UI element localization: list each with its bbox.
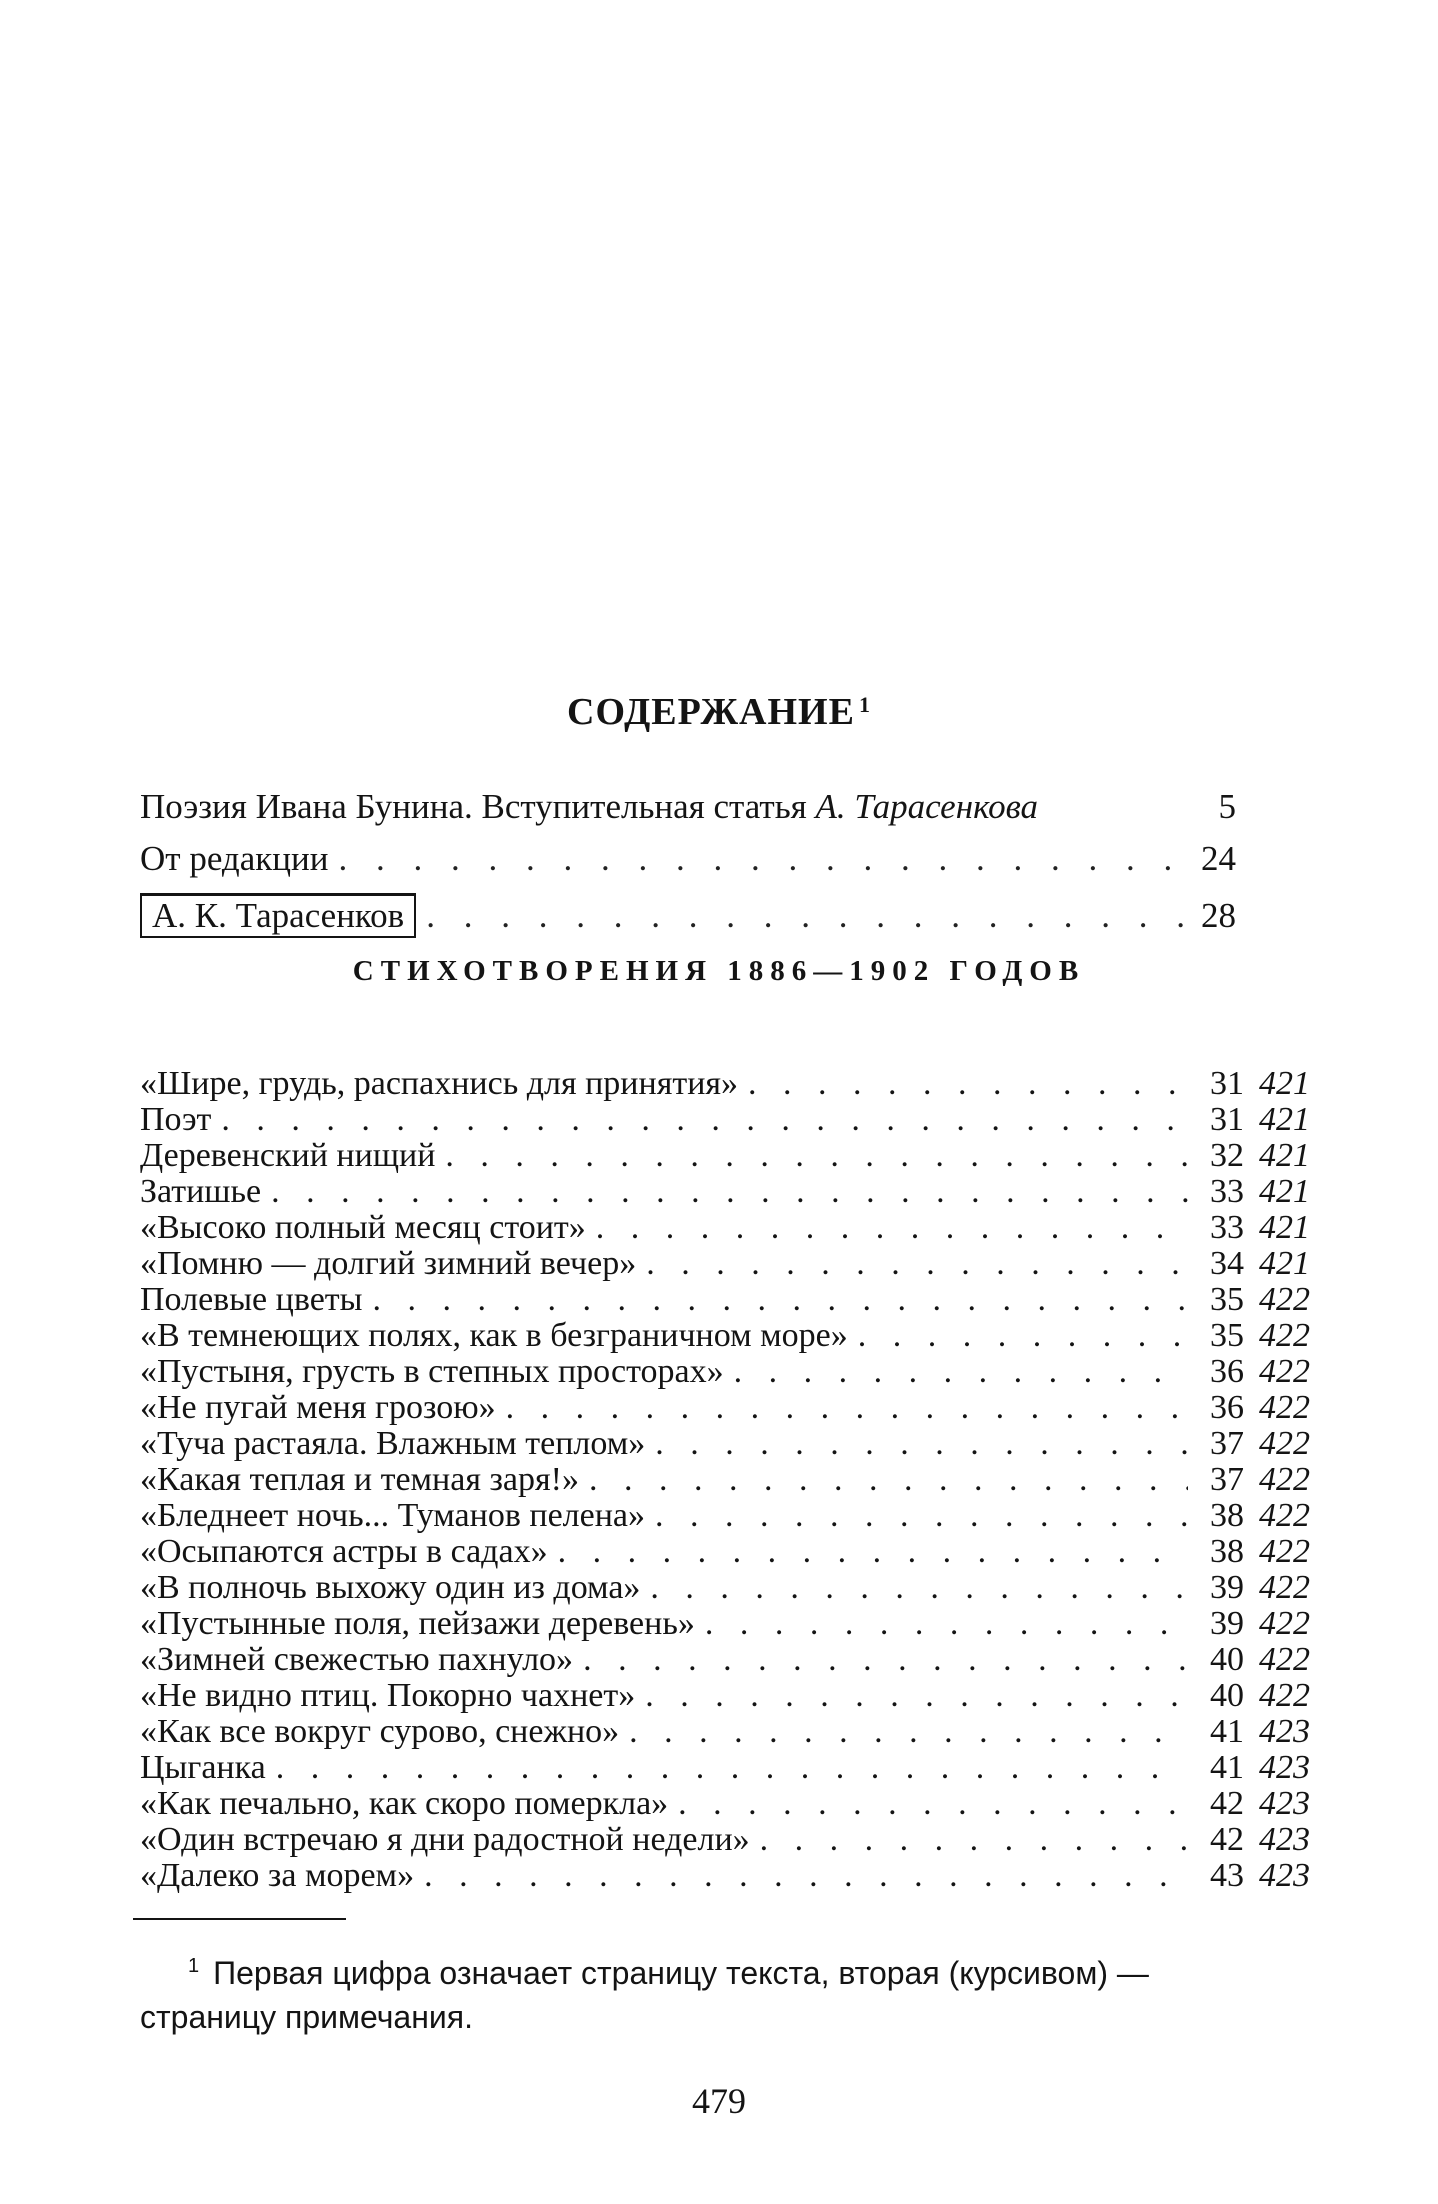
toc-entry[interactable]	[140, 1390, 1310, 1426]
contents-title-text: СОДЕРЖАНИЕ	[567, 691, 855, 733]
footnote	[140, 1944, 1310, 2039]
toc-entry-title: «Бледнеет ночь... Туманов пелена»	[140, 1497, 646, 1534]
toc-entry-note-page: 422	[1259, 1281, 1310, 1318]
dot-leader	[646, 1246, 1188, 1282]
toc-entry-page: 40	[1210, 1641, 1244, 1678]
toc-entry-note-page: 421	[1259, 1173, 1310, 1210]
toc-entry-title: Поэт	[140, 1101, 212, 1138]
toc-entry-page: 37	[1210, 1461, 1244, 1498]
toc-entry-page: 34	[1210, 1245, 1244, 1282]
toc-entry-note-page: 421	[1259, 1137, 1310, 1174]
dot-leader	[583, 1642, 1188, 1678]
toc-entry-page: 32	[1210, 1137, 1244, 1174]
toc-entry-page: 31	[1210, 1101, 1244, 1138]
toc-entry-title: «Один встречаю я дни радостной недели»	[140, 1821, 750, 1858]
toc-entry-title: «Как печально, как скоро померкла»	[140, 1785, 669, 1822]
toc-entry-title: Деревенский нищий	[140, 1137, 436, 1174]
toc-entry[interactable]	[140, 1714, 1310, 1750]
toc-entry-note-page: 422	[1259, 1425, 1310, 1462]
toc-entry-page: 38	[1210, 1497, 1244, 1534]
toc-entry-note-page: 422	[1259, 1533, 1310, 1570]
front-entry-page: 5	[1218, 787, 1236, 826]
toc-entry-note-page: 422	[1259, 1461, 1310, 1498]
toc-entry-page: 38	[1210, 1533, 1244, 1570]
toc-entry[interactable]	[140, 1750, 1310, 1786]
dot-leader	[271, 1174, 1188, 1210]
toc-entry-page: 43	[1210, 1857, 1244, 1894]
toc-entry-title: «Не пугай меня грозою»	[140, 1389, 496, 1426]
toc-entry[interactable]	[140, 1678, 1310, 1714]
toc-entry-note-page: 422	[1259, 1353, 1310, 1390]
toc-entry-page: 42	[1210, 1821, 1244, 1858]
toc-entry-page: 33	[1210, 1209, 1244, 1246]
toc-entry-note-page: 422	[1259, 1569, 1310, 1606]
toc-entry-title: «Помню — долгий зимний вечер»	[140, 1245, 637, 1282]
toc-entry[interactable]	[140, 1066, 1310, 1102]
toc-entry-note-page: 423	[1259, 1713, 1310, 1750]
toc-entry-note-page: 422	[1259, 1641, 1310, 1678]
toc-entry[interactable]	[140, 1354, 1310, 1390]
toc-entry[interactable]	[140, 1858, 1310, 1894]
dot-leader	[426, 893, 1186, 939]
toc-entry-title: «Как все вокруг сурово, снежно»	[140, 1713, 620, 1750]
toc-entry-note-page: 422	[1259, 1317, 1310, 1354]
toc-entry-page: 36	[1210, 1389, 1244, 1426]
toc-entry-page: 41	[1210, 1713, 1244, 1750]
dot-leader	[338, 836, 1186, 882]
toc-entry-page: 40	[1210, 1677, 1244, 1714]
toc-entry-page: 36	[1210, 1353, 1244, 1390]
toc-entry-page: 35	[1210, 1317, 1244, 1354]
toc-entry-page: 41	[1210, 1749, 1244, 1786]
dot-leader	[558, 1534, 1188, 1570]
dot-leader	[655, 1426, 1188, 1462]
toc-entry-title: «Пустыня, грусть в степных просторах»	[140, 1353, 724, 1390]
dot-leader	[373, 1282, 1189, 1318]
dot-leader	[645, 1678, 1188, 1714]
toc-entry-page: 39	[1210, 1605, 1244, 1642]
toc-entry-title: «В темнеющих полях, как в безграничном море»	[140, 1317, 848, 1354]
front-entry-editorial[interactable]	[140, 836, 1236, 882]
toc-entry-note-page: 421	[1259, 1065, 1310, 1102]
toc-entry[interactable]	[140, 1642, 1310, 1678]
toc-entry-title: Полевые цветы	[140, 1281, 363, 1318]
toc-entry-note-page: 421	[1259, 1209, 1310, 1246]
toc-entry-title: «В полночь выхожу один из дома»	[140, 1569, 641, 1606]
front-entry-author: А. Тарасенкова	[815, 787, 1039, 826]
front-entry-title: А. К. Тарасенков	[152, 896, 405, 935]
toc-entry-note-page: 423	[1259, 1821, 1310, 1858]
footnote-marker: 1	[858, 692, 871, 717]
toc-entry-title: «Далеко за морем»	[140, 1857, 415, 1894]
toc-entry[interactable]	[140, 1102, 1310, 1138]
dot-leader	[650, 1570, 1188, 1606]
toc-entry-note-page: 422	[1259, 1605, 1310, 1642]
footnote-marker: 1	[188, 1955, 200, 1977]
front-entry-introduction[interactable]	[140, 784, 1236, 830]
front-entry-page: 24	[1201, 839, 1236, 878]
dot-leader	[629, 1714, 1188, 1750]
toc-entry[interactable]	[140, 1426, 1310, 1462]
front-entry-title: От редакции	[140, 839, 329, 878]
toc-list	[140, 1066, 1310, 1894]
toc-entry-title: «Не видно птиц. Покорно чахнет»	[140, 1677, 636, 1714]
dot-leader	[424, 1858, 1188, 1894]
toc-entry[interactable]	[140, 1138, 1310, 1174]
toc-entry[interactable]	[140, 1534, 1310, 1570]
front-entry-memorial[interactable]	[140, 893, 1236, 939]
toc-entry-title: «Зимней свежестью пахнуло»	[140, 1641, 574, 1678]
toc-entry[interactable]	[140, 1570, 1310, 1606]
toc-entry[interactable]	[140, 1462, 1310, 1498]
toc-entry-title: «Осыпаются астры в садах»	[140, 1533, 548, 1570]
front-entry-page: 28	[1201, 896, 1236, 935]
dot-leader	[748, 1066, 1188, 1102]
dot-leader	[506, 1390, 1188, 1426]
dot-leader	[858, 1318, 1188, 1354]
section-heading: СТИХОТВОРЕНИЯ 1886—1902 ГОДОВ	[352, 955, 1086, 987]
dot-leader	[705, 1606, 1188, 1642]
toc-entry[interactable]	[140, 1786, 1310, 1822]
dot-leader	[760, 1822, 1188, 1858]
toc-entry[interactable]	[140, 1246, 1310, 1282]
toc-entry-title: «Высоко полный месяц стоит»	[140, 1209, 586, 1246]
toc-entry-page: 39	[1210, 1569, 1244, 1606]
toc-entry[interactable]	[140, 1174, 1310, 1210]
dot-leader	[221, 1102, 1188, 1138]
toc-entry-page: 31	[1210, 1065, 1244, 1102]
dot-leader	[655, 1498, 1188, 1534]
toc-entry[interactable]	[140, 1498, 1310, 1534]
toc-entry-note-page: 423	[1259, 1749, 1310, 1786]
toc-entry[interactable]	[140, 1210, 1310, 1246]
footnote-rule	[133, 1918, 346, 1920]
toc-entry-title: «Шире, грудь, распахнись для принятия»	[140, 1065, 739, 1102]
toc-entry[interactable]	[140, 1606, 1310, 1642]
toc-entry-title: «Туча растаяла. Влажным теплом»	[140, 1425, 646, 1462]
toc-entry-note-page: 423	[1259, 1857, 1310, 1894]
toc-entry[interactable]	[140, 1282, 1310, 1318]
dot-leader	[589, 1462, 1188, 1498]
footnote-line: Первая цифра означает страницу текста, вторая (курсивом) —	[213, 1955, 1149, 1991]
toc-entry-title: Цыганка	[140, 1749, 266, 1786]
toc-entry-title: Затишье	[140, 1173, 262, 1210]
toc-entry-note-page: 421	[1259, 1245, 1310, 1282]
toc-entry-page: 33	[1210, 1173, 1244, 1210]
toc-entry-note-page: 422	[1259, 1497, 1310, 1534]
toc-entry-note-page: 421	[1259, 1101, 1310, 1138]
front-entry-title: Поэзия Ивана Бунина. Вступительная статья	[140, 787, 816, 826]
dot-leader	[276, 1750, 1188, 1786]
toc-entry-note-page: 422	[1259, 1677, 1310, 1714]
toc-entry-page: 37	[1210, 1425, 1244, 1462]
dot-leader	[445, 1138, 1188, 1174]
toc-entry[interactable]	[140, 1822, 1310, 1858]
contents-title	[0, 690, 1438, 734]
toc-entry-page: 35	[1210, 1281, 1244, 1318]
footnote-line: страницу примечания.	[140, 1999, 473, 2035]
toc-entry[interactable]	[140, 1318, 1310, 1354]
memorial-frame	[140, 893, 416, 938]
dot-leader	[596, 1210, 1188, 1246]
toc-entry-title: «Пустынные поля, пейзажи деревень»	[140, 1605, 695, 1642]
toc-entry-note-page: 423	[1259, 1785, 1310, 1822]
page-number: 479	[692, 2081, 746, 2121]
dot-leader	[678, 1786, 1188, 1822]
toc-entry-title: «Какая теплая и темная заря!»	[140, 1461, 579, 1498]
toc-entry-note-page: 422	[1259, 1389, 1310, 1426]
dot-leader	[734, 1354, 1188, 1390]
toc-entry-page: 42	[1210, 1785, 1244, 1822]
